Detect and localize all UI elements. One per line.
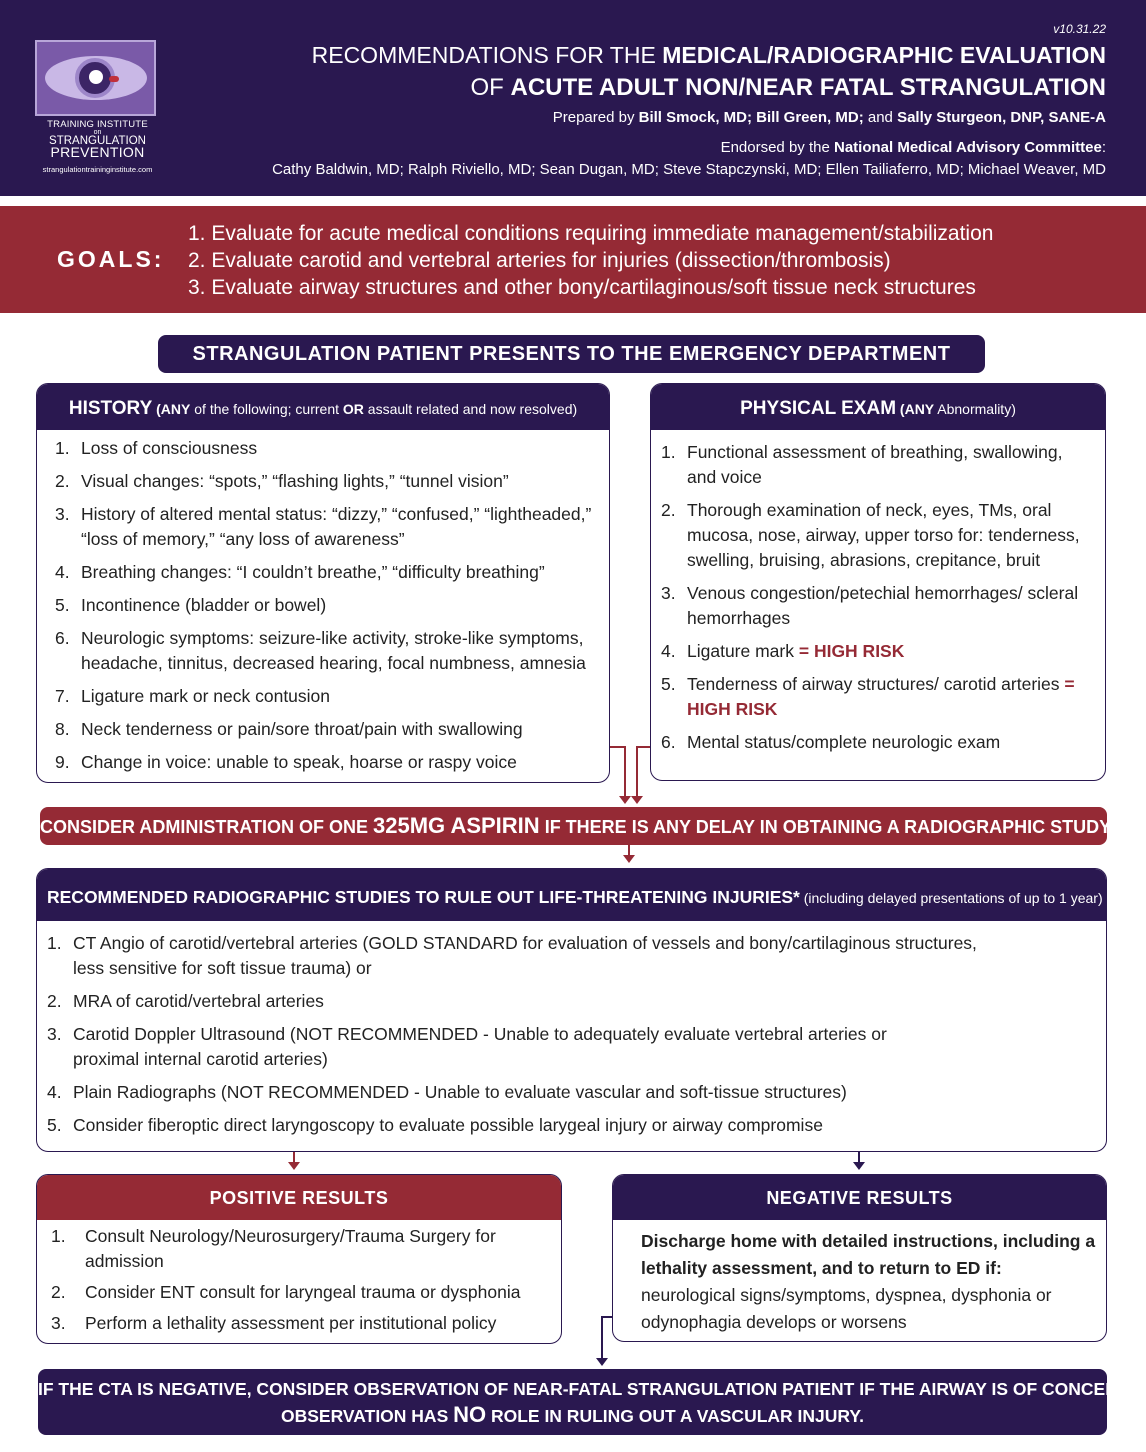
logo-line-1: TRAINING INSTITUTE: [47, 119, 148, 130]
radiographic-item: 4. Plain Radiographs (NOT RECOMMENDED - Unable to evaluate vascular and soft-tissue structures): [47, 1082, 847, 1102]
history-item: 4. Breathing changes: “I couldn’t breathe,” “difficulty breathing”: [55, 562, 545, 582]
negative-results-box: [612, 1174, 1107, 1342]
down-arrow-icon: [631, 796, 643, 804]
exam-item: 2. Thorough examination of neck, eyes, TMs, oral mucosa, nose, airway, upper torso for: tenderness, swelling, bruising, abrasions, crepitance, bruit: [661, 500, 1080, 570]
positive-results-header: POSITIVE RESULTS: [37, 1175, 561, 1220]
discharge-instructions: Discharge home with detailed instructions, including a lethality assessment, and to return to ED if:: [641, 1231, 1096, 1278]
positive-results-box: [36, 1174, 562, 1344]
patient-presents-banner: STRANGULATION PATIENT PRESENTS TO THE EMERGENCY DEPARTMENT: [158, 335, 985, 373]
committee-members: Cathy Baldwin, MD; Ralph Riviello, MD; Sean Dugan, MD; Steve Stapczynski, MD; Ellen Tailiaferro, MD; Michael Weaver, MD: [272, 161, 1106, 178]
goal-item: 2. Evaluate carotid and vertebral arteries for injuries (dissection/thrombosis): [188, 249, 891, 272]
aspirin-banner: CONSIDER ADMINISTRATION OF ONE 325MG ASPIRIN IF THERE IS ANY DELAY IN OBTAINING A RADIOGRAPHIC STUDY: [40, 807, 1107, 845]
goal-item: 3. Evaluate airway structures and other bony/cartilaginous/soft tissue neck structures: [188, 276, 976, 299]
prepared-by: Prepared by Bill Smock, MD; Bill Green, MD; and Sally Sturgeon, DNP, SANE-A: [552, 109, 1106, 126]
physical-exam-box: [650, 383, 1106, 781]
history-item: 2. Visual changes: “spots,” “flashing lights,” “tunnel vision”: [55, 471, 509, 491]
history-item: 5. Incontinence (bladder or bowel): [55, 595, 327, 615]
high-risk-label: = HIGH RISK: [798, 641, 905, 661]
header-banner: [0, 0, 1146, 196]
history-list: [37, 430, 609, 775]
logo-line-4: PREVENTION: [50, 144, 145, 160]
logo-line-3: STRANGULATION: [49, 135, 146, 147]
exam-item: 5. Tenderness of airway structures/ carotid arteries = HIGH RISK: [661, 674, 1075, 719]
connector-line: [636, 746, 650, 748]
return-criteria: neurological signs/symptoms, dyspnea, dysphonia or odynophagia develops or worsens: [641, 1285, 1052, 1332]
radiographic-item: 5. Consider fiberoptic direct laryngoscopy to evaluate possible larygeal injury or airway compromise: [47, 1115, 823, 1135]
observation-line-2: OBSERVATION HAS NO ROLE IN RULING OUT A VASCULAR INJURY.: [281, 1402, 864, 1427]
history-item: 6. Neurologic symptoms: seizure-like activity, stroke-like symptoms, headache, tinnitus, decreased hearing, focal numbness, amnesia: [55, 628, 586, 673]
down-arrow-icon: [853, 1162, 865, 1170]
positive-results-list: [37, 1220, 561, 1336]
connector-line: [601, 1316, 603, 1358]
physical-exam-list: [651, 430, 1105, 755]
down-arrow-icon: [619, 796, 631, 804]
physical-exam-header: PHYSICAL EXAM (ANY Abnormality): [651, 384, 1105, 430]
connector-line: [636, 746, 638, 798]
positive-item: 1. Consult Neurology/Neurosurgery/Trauma Surgery for admission: [51, 1226, 496, 1271]
logo-line-2: on: [93, 129, 102, 136]
connector-line: [624, 746, 626, 798]
connector-line: [293, 1152, 295, 1162]
connector-line: [610, 746, 625, 748]
down-arrow-icon: [623, 855, 635, 863]
positive-item: 3. Perform a lethality assessment per institutional policy: [51, 1313, 497, 1333]
radiographic-list: [37, 921, 1106, 1138]
logo-url: strangulationtraininginstitute.com: [42, 165, 153, 174]
page-title: RECOMMENDATIONS FOR THE MEDICAL/RADIOGRAPHIC EVALUATION: [311, 42, 1106, 68]
institute-logo: [35, 40, 160, 174]
history-item: 7. Ligature mark or neck contusion: [55, 686, 331, 706]
positive-item: 2. Consider ENT consult for laryngeal trauma or dysphonia: [51, 1282, 521, 1302]
page-subtitle: OF ACUTE ADULT NON/NEAR FATAL STRANGULATION: [470, 74, 1106, 101]
exam-item: 6. Mental status/complete neurologic exam: [661, 732, 1001, 752]
history-item: 3. History of altered mental status: “dizzy,” “confused,” “lightheaded,” “loss of memory,” “any loss of awareness”: [55, 504, 592, 549]
goals-banner: [0, 206, 1146, 313]
radiographic-item: 3. Carotid Doppler Ultrasound (NOT RECOMMENDED - Unable to adequately evaluate vertebral arteries or proximal internal carotid arteries): [47, 1024, 887, 1069]
down-arrow-icon: [596, 1358, 608, 1366]
goals-list: [188, 220, 993, 301]
history-header: HISTORY (ANY of the following; current OR assault related and now resolved): [37, 384, 609, 430]
radiographic-studies-box: [36, 868, 1107, 1152]
exam-item: 3. Venous congestion/petechial hemorrhages/ scleral hemorrhages: [661, 583, 1079, 628]
endorsed-by: Endorsed by the National Medical Advisory Committee:: [720, 139, 1106, 156]
connector-line: [858, 1152, 860, 1162]
exam-item: 1. Functional assessment of breathing, swallowing, and voice: [661, 442, 1063, 487]
radiographic-header: RECOMMENDED RADIOGRAPHIC STUDIES TO RULE OUT LIFE-THREATENING INJURIES* (including delayed presentations of up to 1 year): [37, 869, 1106, 921]
history-box: [36, 383, 610, 783]
history-item: 1. Loss of consciousness: [55, 438, 258, 458]
eye-logo-icon: [35, 40, 156, 116]
negative-results-header: NEGATIVE RESULTS: [613, 1175, 1106, 1220]
history-item: 9. Change in voice: unable to speak, hoarse or raspy voice: [55, 752, 517, 772]
radiographic-item: 1. CT Angio of carotid/vertebral arteries (GOLD STANDARD for evaluation of vessels and bony/cartilaginous structures, less sensitive for soft tissue trauma) or: [47, 933, 977, 978]
radiographic-item: 2. MRA of carotid/vertebral arteries: [47, 991, 324, 1011]
version-label: v10.31.22: [1053, 22, 1106, 36]
exam-item: 4. Ligature mark = HIGH RISK: [661, 641, 905, 661]
high-risk-label: = HIGH RISK: [687, 674, 1075, 719]
history-item: 8. Neck tenderness or pain/sore throat/pain with swallowing: [55, 719, 523, 739]
goal-item: 1. Evaluate for acute medical conditions requiring immediate management/stabilization: [188, 222, 994, 245]
observation-banner: [38, 1369, 1136, 1435]
observation-line-1: IF THE CTA IS NEGATIVE, CONSIDER OBSERVATION OF NEAR-FATAL STRANGULATION PATIENT IF THE AIRWAY IS OF CONCERN.: [38, 1379, 1136, 1399]
down-arrow-icon: [288, 1162, 300, 1170]
goals-label: GOALS:: [57, 246, 165, 272]
connector-line: [628, 845, 630, 855]
